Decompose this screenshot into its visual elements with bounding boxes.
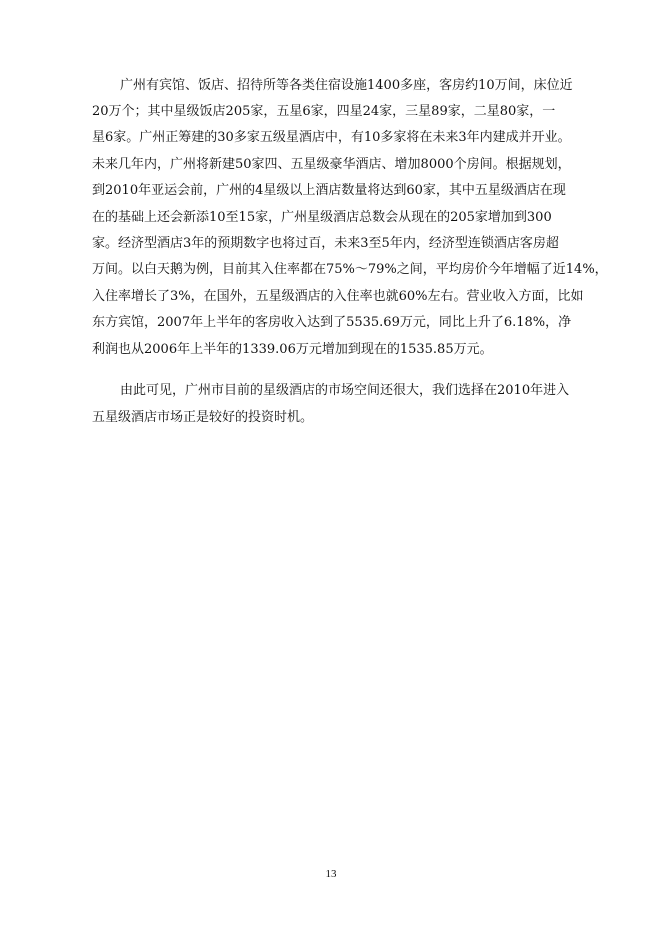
paragraph-1-line-6: 在的基础上还会新添10至15家，广州星级酒店总数会从现在的205家增加到300 — [92, 210, 552, 225]
paragraph-1-line-2: 20万个；其中星级饭店205家，五星6家，四星24家，三星89家，二星80家，一 — [92, 104, 556, 119]
paragraph-1-line-1: 广州有宾馆、饭店、招待所等各类住宿设施1400多座，客房约10万间，床位近 — [120, 78, 573, 93]
paragraph-1-line-11: 利润也从2006年上半年的1339.06万元增加到现在的1535.85万元。 — [92, 342, 493, 357]
paragraph-2-line-1: 由此可见，广州市目前的星级酒店的市场空间还很大，我们选择在2010年进入 — [120, 383, 570, 398]
paragraph-1-line-7: 家。经济型酒店3年的预期数字也将过百，未来3至5年内，经济型连锁酒店客房超 — [92, 236, 559, 251]
paragraph-2-line-2: 五星级酒店市场正是较好的投资时机。 — [92, 410, 314, 425]
paragraph-1-line-4: 未来几年内，广州将新建50家四、五星级豪华酒店、增加8000个房间。根据规划， — [92, 157, 571, 172]
paragraph-1-line-10: 东方宾馆，2007年上半年的客房收入达到了5535.69万元，同比上升了6.18%，净 — [92, 315, 572, 330]
paragraph-1-line-5: 到2010年亚运会前，广州的4星级以上酒店数量将达到60家，其中五星级酒店在现 — [92, 183, 566, 198]
paragraph-1-line-9: 入住率增长了3%，在国外，五星级酒店的入住率也就60%左右。营业收入方面，比如 — [92, 289, 584, 304]
paragraph-1-line-3: 星6家。广州正筹建的30多家五级星酒店中，有10多家将在未来3年内建成并开业。 — [92, 130, 571, 145]
page-number: 13 — [325, 868, 337, 880]
paragraph-1-line-8: 万间。以白天鹅为例，目前其入住率都在75%～79%之间，平均房价今年增幅了近14%， — [92, 262, 608, 277]
